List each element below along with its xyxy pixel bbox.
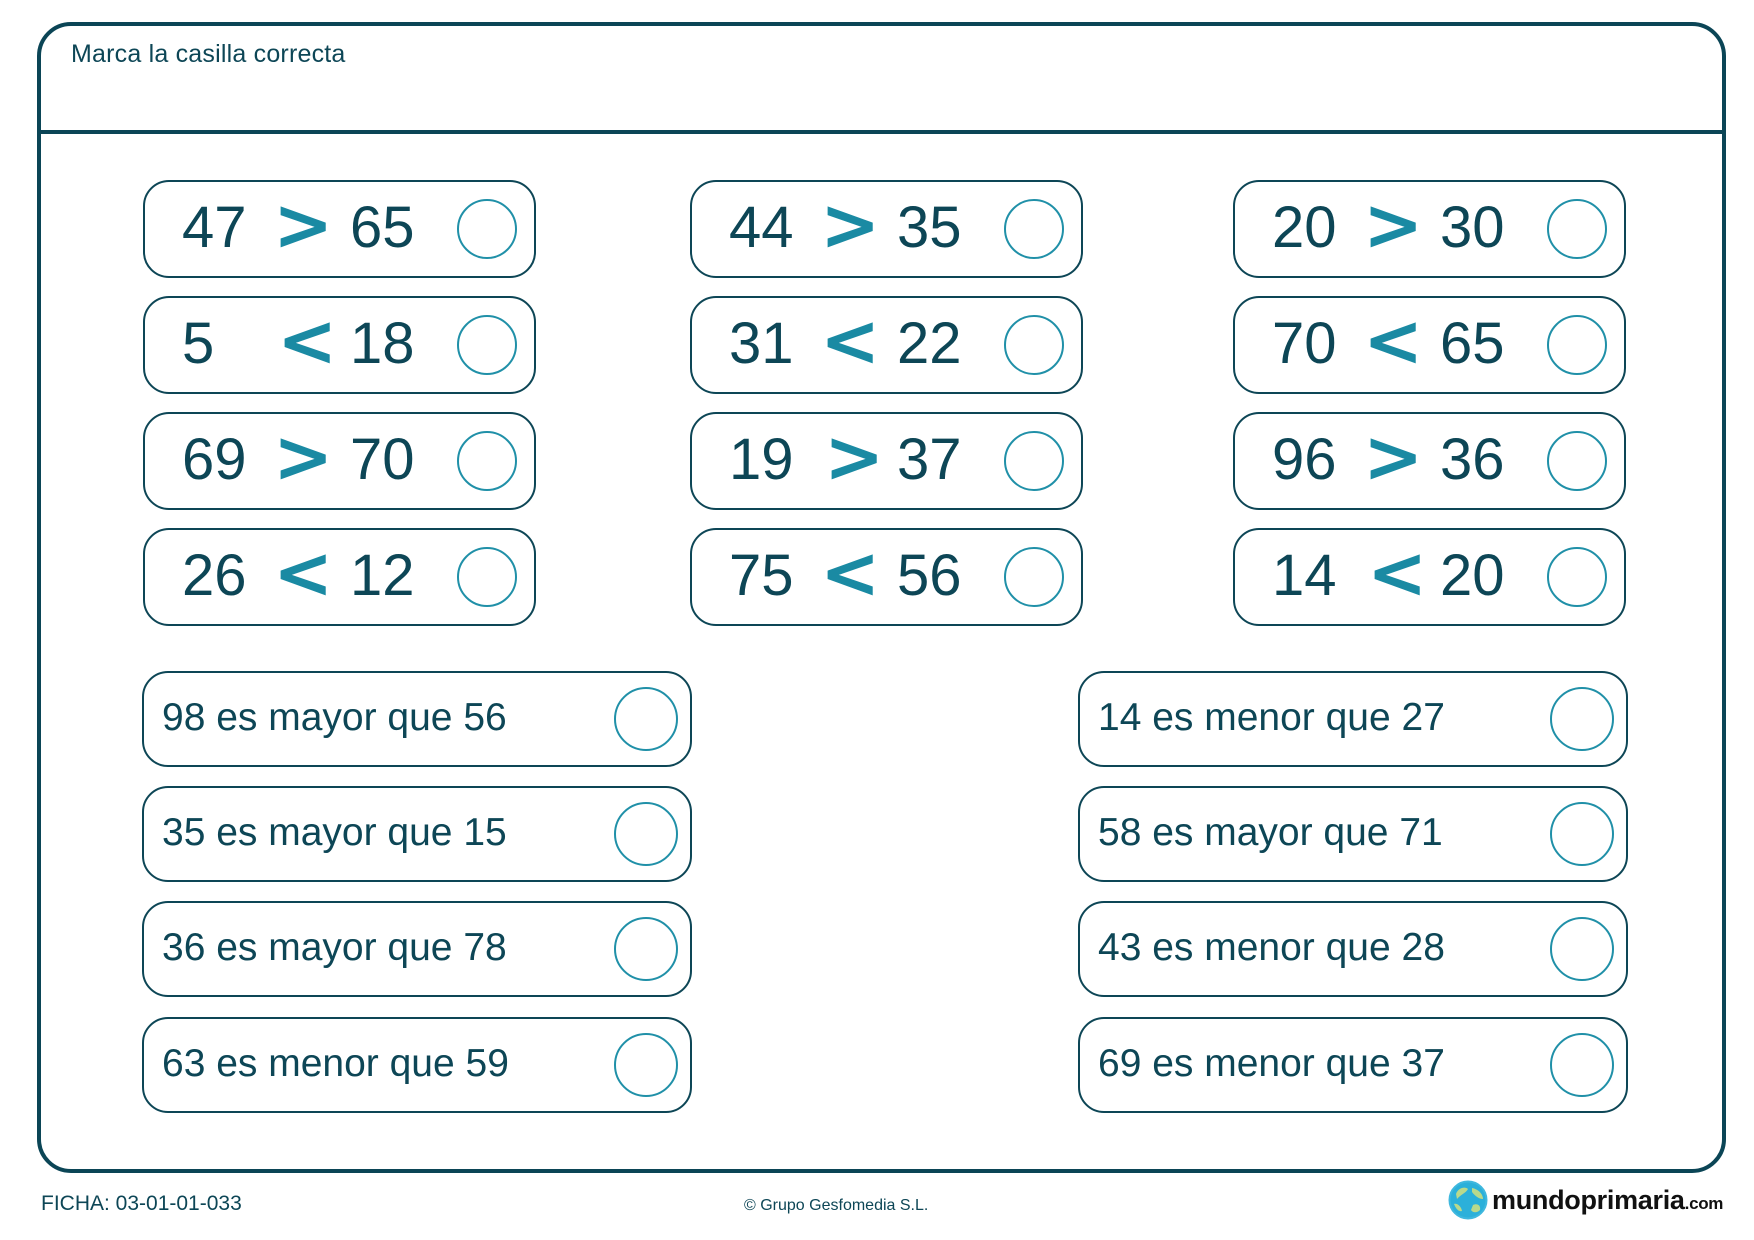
greater-than-symbol: >: [273, 414, 334, 499]
comparison-item: [1233, 412, 1626, 510]
answer-checkbox[interactable]: [1547, 315, 1607, 375]
less-than-symbol: <: [1363, 298, 1424, 383]
comparison-item: [143, 296, 536, 394]
mundoprimaria-logo[interactable]: [1448, 1178, 1723, 1222]
answer-checkbox[interactable]: [614, 802, 678, 866]
left-number: 14: [1272, 542, 1337, 608]
answer-checkbox[interactable]: [1004, 547, 1064, 607]
right-number: 22: [897, 310, 962, 376]
less-than-symbol: <: [273, 530, 334, 615]
left-number: 5: [182, 310, 215, 376]
answer-checkbox[interactable]: [1004, 315, 1064, 375]
answer-checkbox[interactable]: [457, 431, 517, 491]
left-number: 70: [1272, 310, 1337, 376]
left-number: 19: [729, 426, 794, 492]
statement-text: 43 es menor que 28: [1098, 925, 1445, 969]
less-than-symbol: <: [820, 530, 881, 615]
answer-checkbox[interactable]: [1547, 199, 1607, 259]
instruction-text: Marca la casilla correcta: [71, 40, 346, 68]
greater-than-symbol: >: [1363, 182, 1424, 267]
comparison-item: [690, 180, 1083, 278]
answer-checkbox[interactable]: [457, 315, 517, 375]
statement-text: 14 es menor que 27: [1098, 695, 1445, 739]
comparison-item: [1233, 296, 1626, 394]
right-number: 70: [350, 426, 415, 492]
right-number: 12: [350, 542, 415, 608]
right-number: 37: [897, 426, 962, 492]
comparison-item: [143, 180, 536, 278]
left-number: 96: [1272, 426, 1337, 492]
right-number: 18: [350, 310, 415, 376]
right-number: 65: [1440, 310, 1505, 376]
comparison-item: [690, 528, 1083, 626]
statement-text: 69 es menor que 37: [1098, 1041, 1445, 1085]
left-number: 31: [729, 310, 794, 376]
left-number: 75: [729, 542, 794, 608]
right-number: 30: [1440, 194, 1505, 260]
answer-checkbox[interactable]: [457, 547, 517, 607]
less-than-symbol: <: [1367, 530, 1428, 615]
answer-checkbox[interactable]: [614, 1033, 678, 1097]
left-number: 69: [182, 426, 247, 492]
greater-than-symbol: >: [820, 182, 881, 267]
statement-item: [1078, 901, 1628, 997]
comparison-item: [690, 412, 1083, 510]
answer-checkbox[interactable]: [1547, 547, 1607, 607]
comparison-item: [1233, 180, 1626, 278]
less-than-symbol: <: [277, 298, 338, 383]
answer-checkbox[interactable]: [1547, 431, 1607, 491]
right-number: 20: [1440, 542, 1505, 608]
comparison-item: [143, 412, 536, 510]
statement-text: 63 es menor que 59: [162, 1041, 509, 1085]
statement-item: [142, 786, 692, 882]
right-number: 65: [350, 194, 415, 260]
comparison-item: [690, 296, 1083, 394]
comparison-item: [1233, 528, 1626, 626]
left-number: 47: [182, 194, 247, 260]
answer-checkbox[interactable]: [614, 917, 678, 981]
comparison-item: [143, 528, 536, 626]
answer-checkbox[interactable]: [614, 687, 678, 751]
right-number: 35: [897, 194, 962, 260]
statement-text: 58 es mayor que 71: [1098, 810, 1443, 854]
answer-checkbox[interactable]: [1550, 687, 1614, 751]
worksheet-code: FICHA: 03-01-01-033: [41, 1192, 242, 1215]
answer-checkbox[interactable]: [457, 199, 517, 259]
statement-item: [1078, 1017, 1628, 1113]
right-number: 56: [897, 542, 962, 608]
right-number: 36: [1440, 426, 1505, 492]
left-number: 44: [729, 194, 794, 260]
less-than-symbol: <: [820, 298, 881, 383]
statement-item: [142, 1017, 692, 1113]
statement-text: 36 es mayor que 78: [162, 925, 507, 969]
left-number: 26: [182, 542, 247, 608]
header-divider: [41, 130, 1722, 134]
statement-text: 35 es mayor que 15: [162, 810, 507, 854]
left-number: 20: [1272, 194, 1337, 260]
statement-item: [1078, 671, 1628, 767]
answer-checkbox[interactable]: [1550, 802, 1614, 866]
answer-checkbox[interactable]: [1550, 1033, 1614, 1097]
greater-than-symbol: >: [1363, 414, 1424, 499]
answer-checkbox[interactable]: [1004, 199, 1064, 259]
statement-item: [1078, 786, 1628, 882]
answer-checkbox[interactable]: [1004, 431, 1064, 491]
logo-text: mundoprimaria.com: [1492, 1184, 1724, 1215]
greater-than-symbol: >: [273, 182, 334, 267]
statement-text: 98 es mayor que 56: [162, 695, 507, 739]
copyright-text: © Grupo Gesfomedia S.L.: [744, 1197, 929, 1214]
statement-item: [142, 671, 692, 767]
greater-than-symbol: >: [824, 414, 885, 499]
globe-icon: [1448, 1180, 1488, 1220]
answer-checkbox[interactable]: [1550, 917, 1614, 981]
statement-item: [142, 901, 692, 997]
